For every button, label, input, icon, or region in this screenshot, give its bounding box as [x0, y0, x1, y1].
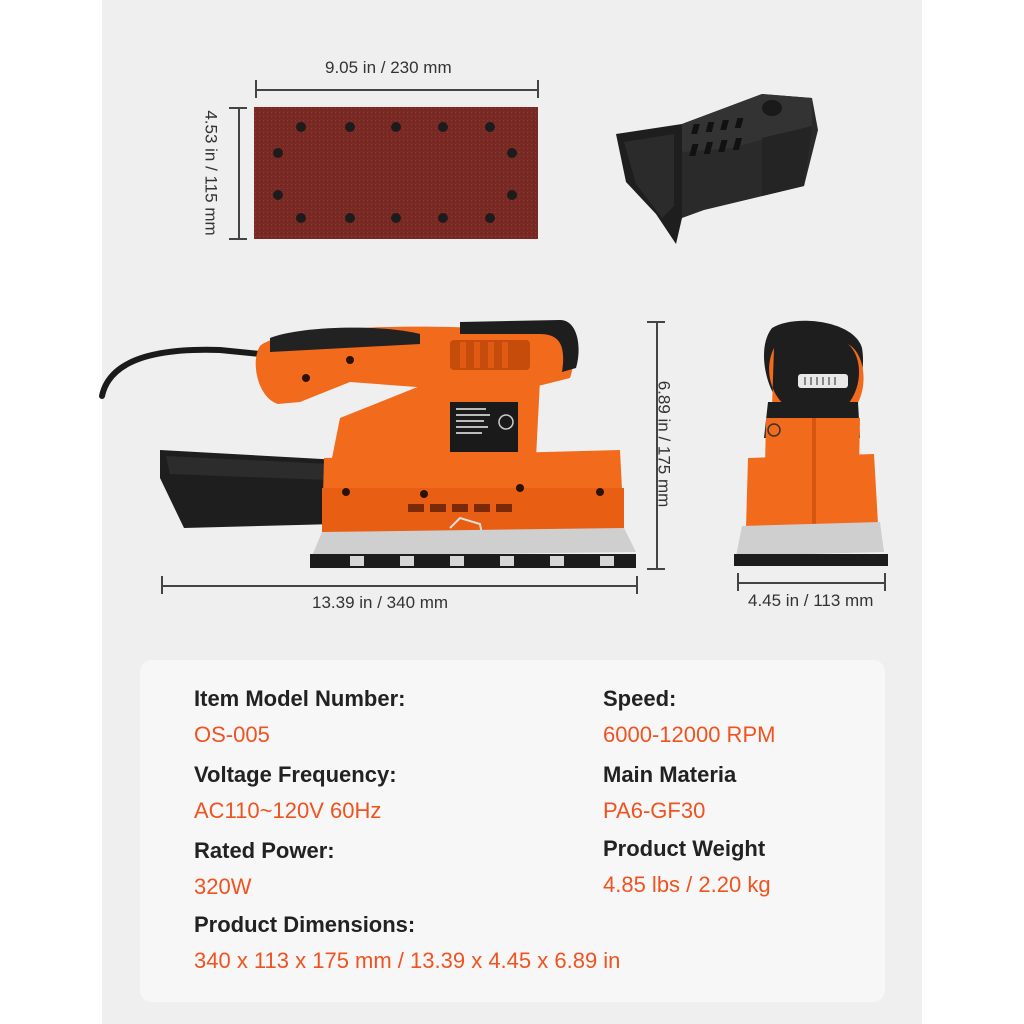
product-dimensions-value: 340 x 113 x 175 mm / 13.39 x 4.45 x 6.89 in [194, 948, 621, 973]
sander-front-view-image [734, 318, 890, 572]
sander-height-tick-bottom [647, 568, 665, 570]
pad-height-label: 4.53 in / 115 mm [201, 110, 221, 236]
pad-width-tick-left [255, 80, 257, 98]
model-number-label: Item Model Number: [194, 686, 406, 711]
product-weight-label: Product Weight [603, 836, 766, 861]
main-material-value: PA6-GF30 [603, 798, 706, 823]
spec-card [140, 660, 885, 1002]
sander-height-label: 6.89 in / 175 mm [654, 380, 674, 508]
sander-width-tick-right [884, 573, 886, 591]
sander-side-view-image [100, 318, 640, 576]
voltage-frequency-label: Voltage Frequency: [194, 762, 397, 787]
pad-height-tick-bottom [229, 238, 247, 240]
product-dimensions-label: Product Dimensions: [194, 912, 416, 937]
speed-value: 6000-12000 RPM [603, 722, 776, 747]
voltage-frequency-value: AC110~120V 60Hz [194, 798, 382, 823]
sander-width-label: 4.45 in / 113 mm [748, 591, 874, 610]
pad-height-line [238, 107, 240, 239]
model-number-value: OS-005 [194, 722, 270, 747]
pad-width-label: 9.05 in / 230 mm [325, 58, 452, 77]
sandpaper-sheet-image [254, 107, 538, 239]
product-weight-value: 4.85 lbs / 2.20 kg [603, 872, 771, 897]
sander-width-line [737, 582, 885, 584]
pad-height-tick-top [229, 107, 247, 109]
speed-label: Speed: [603, 686, 677, 711]
sander-length-tick-left [161, 576, 163, 594]
pad-width-line [255, 89, 538, 91]
main-material-label: Main Materia [603, 762, 737, 787]
rated-power-value: 320W [194, 874, 252, 899]
sander-length-tick-right [636, 576, 638, 594]
pad-width-tick-right [537, 80, 539, 98]
sander-height-tick-top [647, 321, 665, 323]
rated-power-label: Rated Power: [194, 838, 335, 863]
sander-length-line [161, 585, 637, 587]
sander-width-tick-left [737, 573, 739, 591]
dust-box-image [612, 86, 822, 246]
sander-length-label: 13.39 in / 340 mm [312, 593, 449, 612]
